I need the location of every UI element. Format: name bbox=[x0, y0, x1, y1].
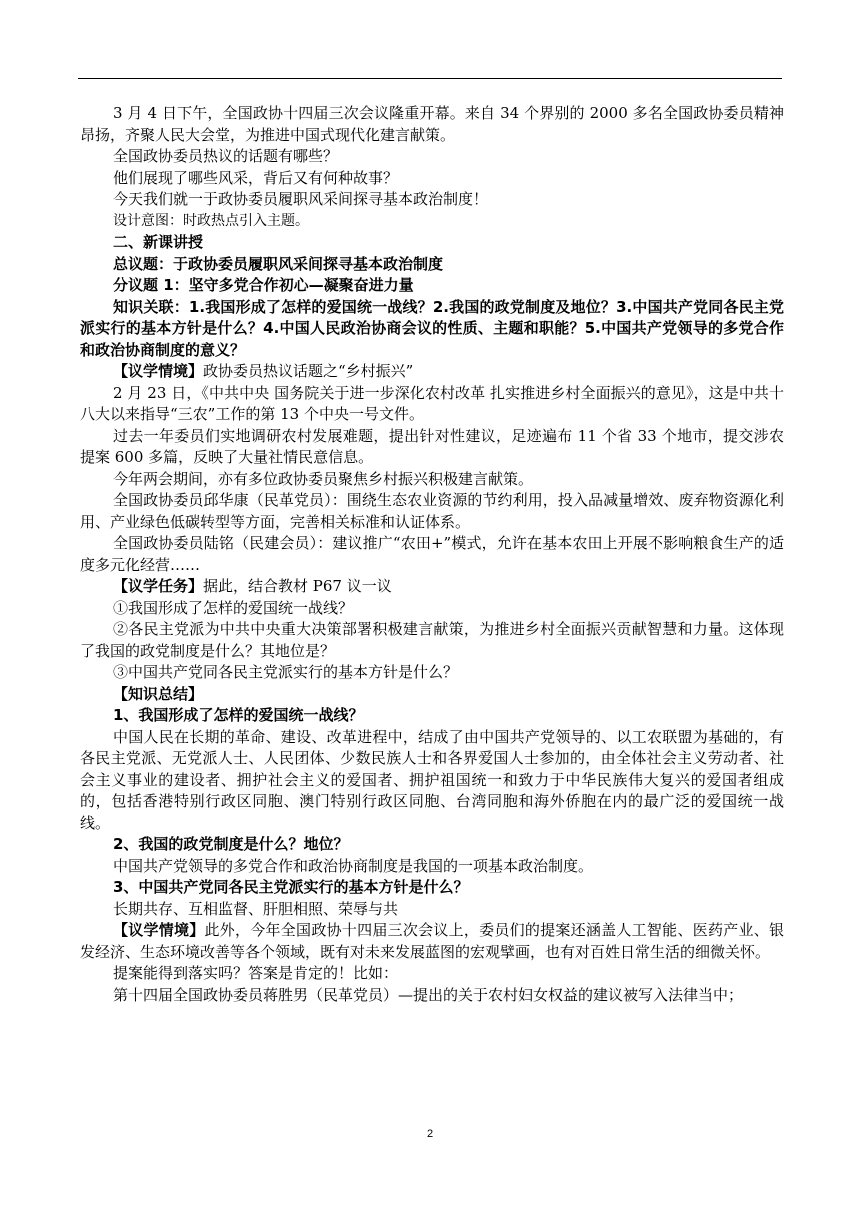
paragraph: 提案能得到落实吗？答案是肯定的！比如： bbox=[113, 964, 399, 982]
paragraph-text: 政协委员热议话题之“乡村振兴” bbox=[203, 362, 414, 380]
header-rule bbox=[78, 78, 782, 79]
paragraph: 过去一年委员们实地调研农村发展难题，提出针对性建议，足迹遍布 11 个省 33 个地市，提交涉农提案 600 多篇，反映了大量社情民意信息。 bbox=[80, 426, 784, 466]
document-body bbox=[80, 103, 784, 1006]
section-marker: 【议学任务】 bbox=[113, 577, 204, 595]
paragraph: 二、新课讲授 bbox=[113, 233, 204, 251]
paragraph: 今天我们就一于政协委员履职风采间探寻基本政治制度！ bbox=[113, 190, 489, 208]
paragraph: 3 月 4 日下午，全国政协十四届三次会议隆重开幕。来自 34 个界别的 2000 多名全国政协委员精神昂扬，齐聚人民大会堂，为推进中国式现代化建言献策。 bbox=[80, 104, 784, 144]
paragraph: 设计意图：时政热点引入主题。 bbox=[113, 212, 309, 229]
section-marker: 【议学情境】 bbox=[113, 921, 205, 939]
page-number: 2 bbox=[426, 1128, 434, 1140]
paragraph: 全国政协委员邱华康（民革党员）：围绕生态农业资源的节约利用，投入品减量增效、废弃物资源化利用、产业绿色低碳转型等方面，完善相关标准和认证体系。 bbox=[80, 491, 784, 531]
paragraph: 总议题：于政协委员履职风采间探寻基本政治制度 bbox=[113, 254, 444, 273]
paragraph: 3、中国共产党同各民主党派实行的基本方针是什么？ bbox=[113, 878, 469, 896]
paragraph: 知识关联：1.我国形成了怎样的爱国统一战线？2.我国的政党制度及地位？3.中国共产党同各民主党派实行的基本方针是什么？4.中国人民政治协商会议的性质、主题和职能？5.中国共产党领导的多党合作和政治协商制度的意义？ bbox=[80, 297, 784, 359]
paragraph: 长期共存、互相监督、肝胆相照、荣辱与共 bbox=[113, 899, 399, 918]
paragraph: 【知识总结】 bbox=[113, 684, 204, 703]
paragraph bbox=[80, 576, 784, 598]
paragraph-text: 此外，今年全国政协十四届三次会议上，委员们的提案还涵盖人工智能、医药产业、银发经济、生态环境改善等各个领域，既有对未来发展蓝图的宏观擘画，也有对百姓日常生活的细微关怀。 bbox=[80, 921, 784, 961]
paragraph: 分议题 1：坚守多党合作初心—凝聚奋进力量 bbox=[113, 276, 414, 294]
paragraph: 2、我国的政党制度是什么？地位？ bbox=[113, 835, 349, 853]
paragraph: 第十四届全国政协委员蒋胜男（民革党员）—提出的关于农村妇女权益的建议被写入法律当中； bbox=[113, 985, 744, 1004]
paragraph bbox=[80, 920, 784, 963]
paragraph-text: 据此，结合教材 P67 议一议 bbox=[203, 577, 392, 595]
paragraph: ③中国共产党同各民主党派实行的基本方针是什么？ bbox=[113, 663, 459, 681]
paragraph: ②各民主党派为中共中央重大决策部署积极建言献策，为推进乡村全面振兴贡献智慧和力量。这体现了我国的政党制度是什么？其地位是？ bbox=[80, 620, 784, 660]
paragraph bbox=[80, 361, 784, 383]
paragraph: 全国政协委员热议的话题有哪些？ bbox=[113, 147, 339, 165]
paragraph: 2 月 23 日，《中共中央 国务院关于进一步深化农村改革 扎实推进乡村全面振兴的意见》，这是中共十八大以来指导“三农”工作的第 13 个中央一号文件。 bbox=[80, 383, 784, 423]
paragraph: 中国人民在长期的革命、建设、改革进程中，结成了由中国共产党领导的、以工农联盟为基础的，有各民主党派、无党派人士、人民团体、少数民族人士和各界爱国人士参加的，由全体社会主义劳动者、社会主义事业的建设者、拥护社会主义的爱国者、拥护祖国统一和致力于中华民族伟大复兴的爱国者组成的，包括香港特别行政区同胞、澳门特别行政区同胞、台湾同胞和海外侨胞在内的最广泛的爱国统一战线。 bbox=[80, 727, 784, 832]
section-marker: 【议学情境】 bbox=[113, 362, 204, 380]
paragraph: 他们展现了哪些风采，背后又有何种故事？ bbox=[113, 168, 399, 187]
paragraph: 今年两会期间，亦有多位政协委员聚焦乡村振兴积极建言献策。 bbox=[113, 469, 534, 488]
paragraph: 全国政协委员陆铭（民建会员）：建议推广“农田+”模式，允许在基本农田上开展不影响粮食生产的适度多元化经营…… bbox=[80, 534, 784, 574]
paragraph: ①我国形成了怎样的爱国统一战线？ bbox=[113, 598, 354, 617]
paragraph: 中国共产党领导的多党合作和政治协商制度是我国的一项基本政治制度。 bbox=[113, 856, 594, 875]
paragraph: 1、我国形成了怎样的爱国统一战线？ bbox=[113, 706, 364, 724]
